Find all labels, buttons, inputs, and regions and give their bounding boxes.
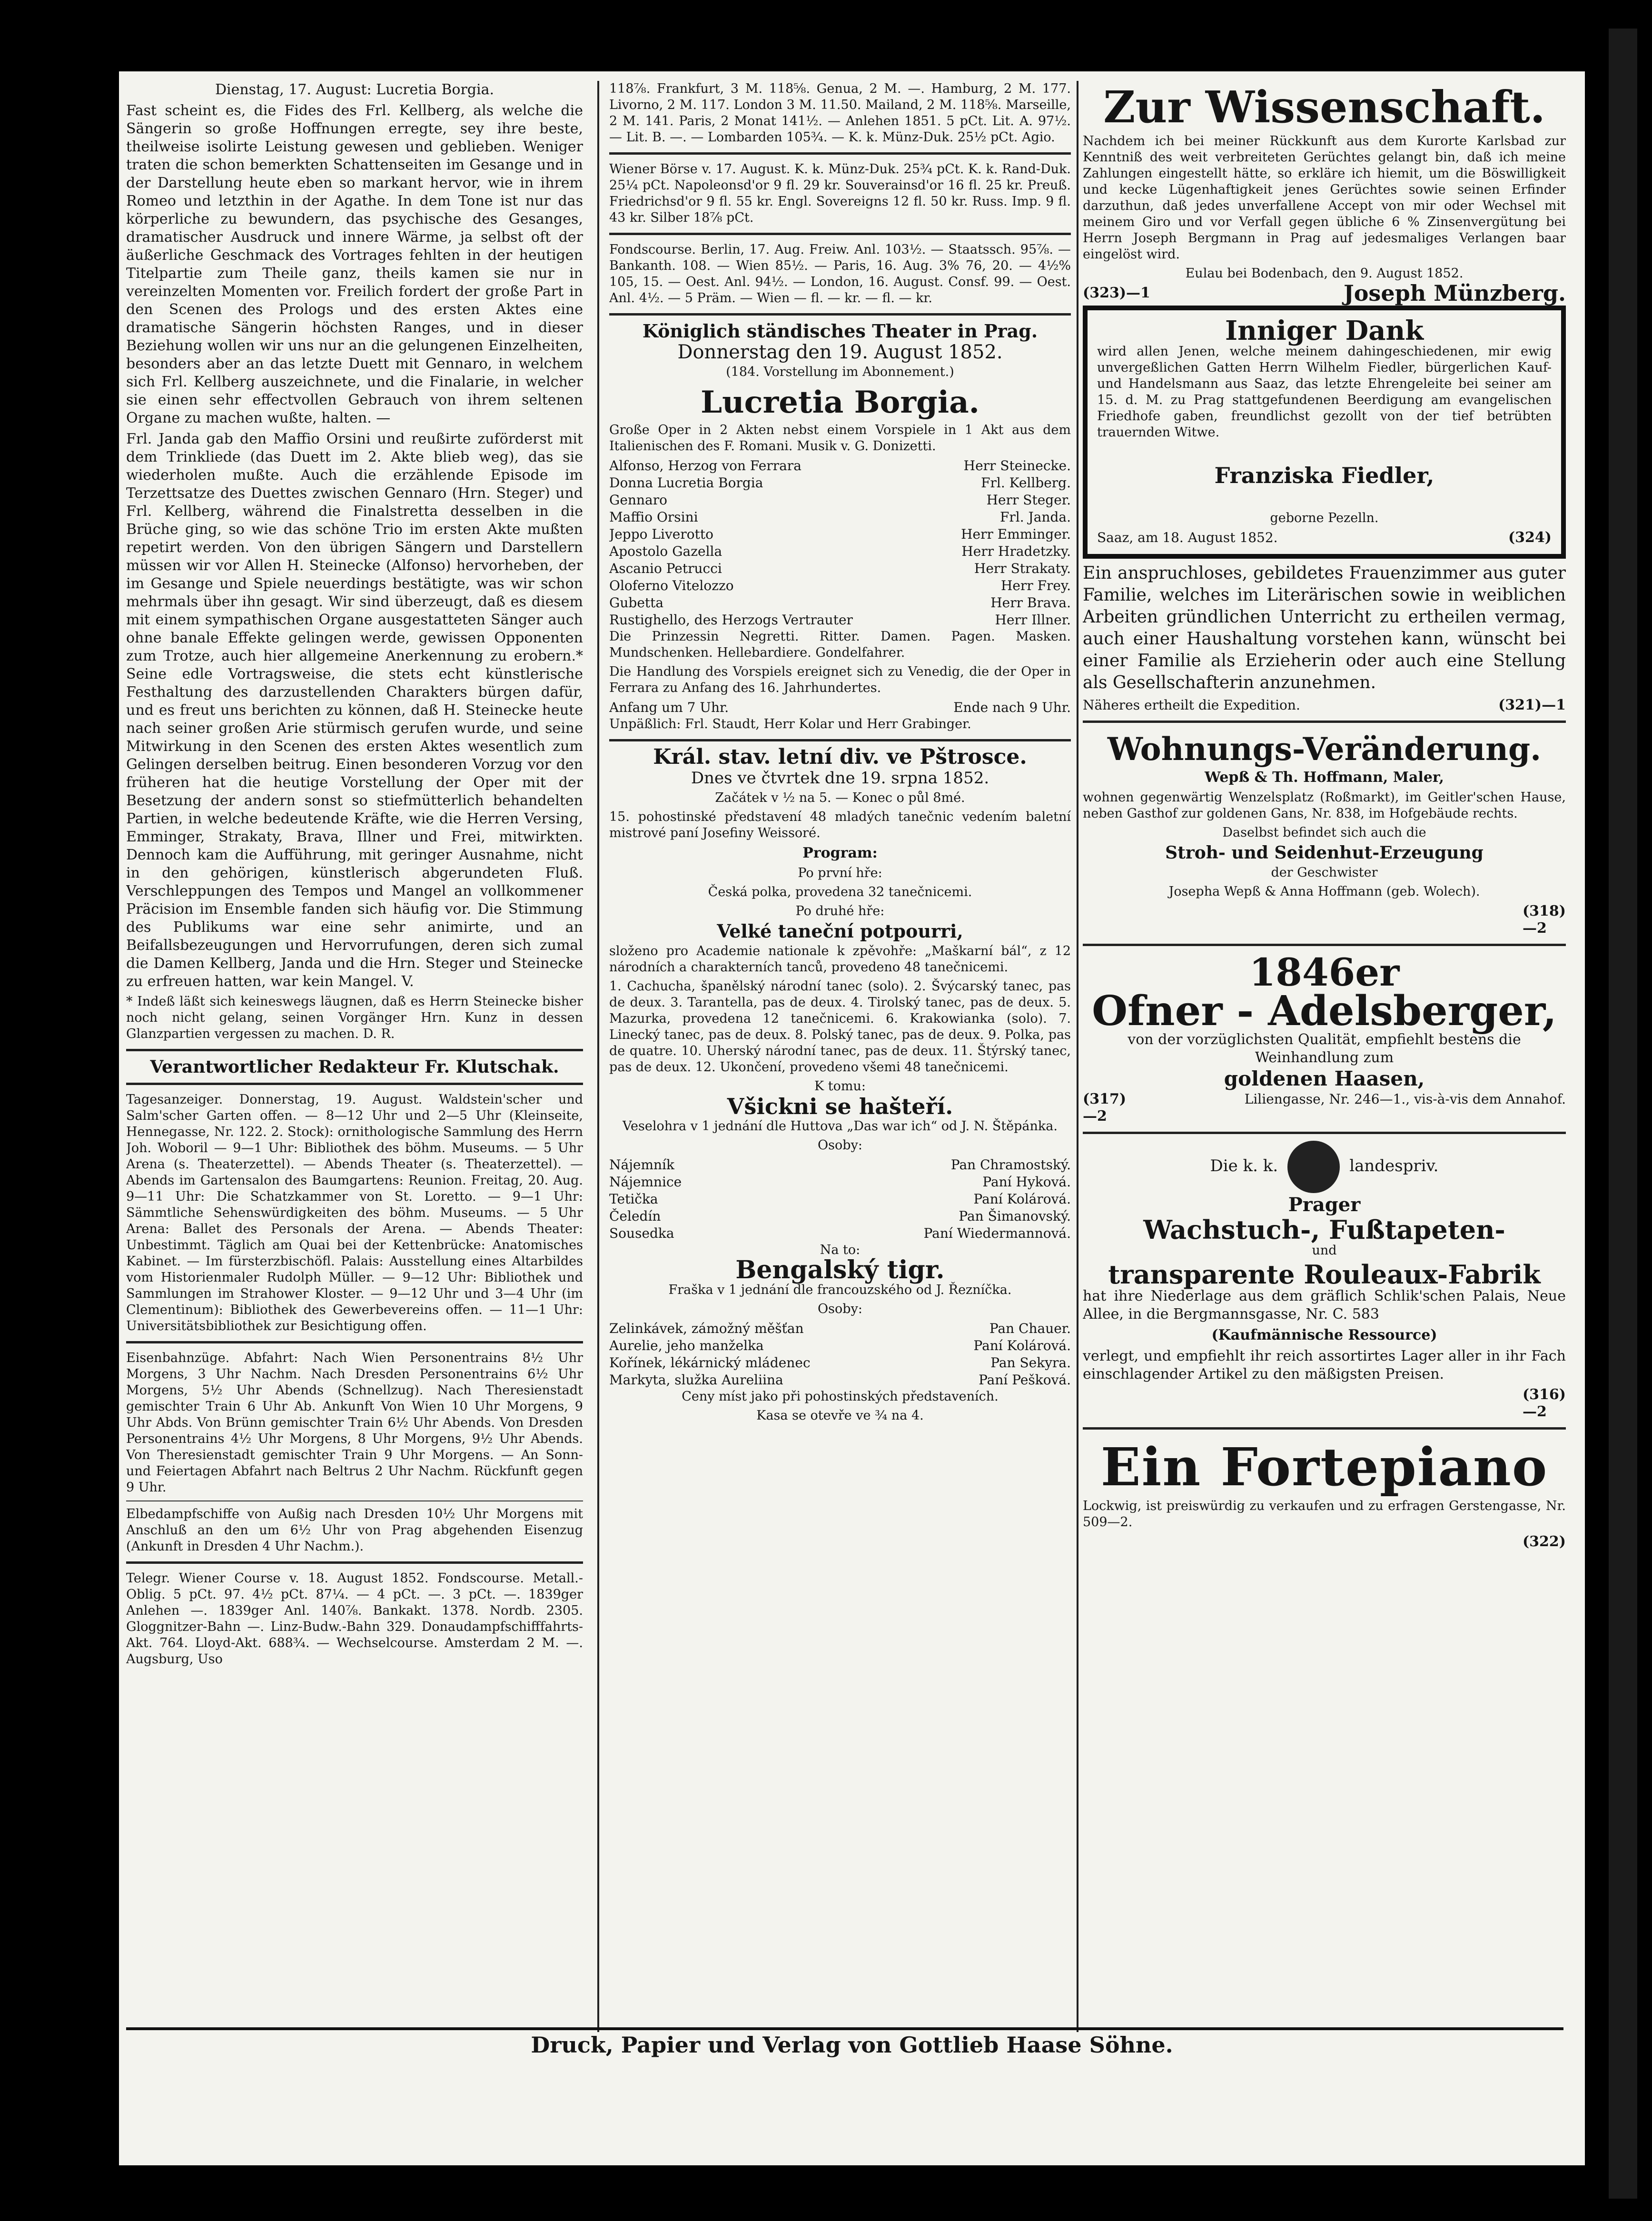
ad-number: (317)—2: [1083, 1091, 1127, 1125]
cast-list: [609, 457, 1071, 629]
ad-dank: [1083, 306, 1566, 559]
ad-place: Eulau bei Bodenbach, den 9. August 1852.: [1185, 266, 1464, 281]
part2-label: Po druhé hře:: [795, 904, 885, 918]
cast-row: Nájemník Pan Chramostský.: [609, 1157, 1071, 1173]
ad-footer: [1083, 1091, 1566, 1125]
ad-title: Ofner - Adelsberger,: [1092, 987, 1557, 1035]
ad-prager: Prager: [1288, 1194, 1361, 1216]
cast-row: Kořínek, lékárnický mládenec Pan Sekyra.: [609, 1355, 1071, 1371]
cast-row: Apostolo Gazella Herr Hradetzky.: [609, 543, 1071, 559]
czech-heading: Král. stav. letní div. ve Pštrosce.: [653, 745, 1027, 769]
ad-ofner: [1083, 950, 1566, 1125]
prices-note: Ceny míst jako při pohostinských představeních.: [682, 1389, 999, 1404]
ad-wohnung: [1083, 730, 1566, 937]
ad-text: verlegt, und empfiehlt ihr reich assortirtes Lager aller in ihr Fach einschlagender Artikel zu den mäßigsten Preisen.: [1083, 1348, 1566, 1382]
divider: [126, 1341, 583, 1343]
part1-label: Po první hře:: [798, 866, 882, 880]
divider: [126, 1049, 583, 1051]
ad-footer: [1083, 903, 1566, 937]
divider: [1083, 944, 1566, 946]
column-middle: [609, 81, 1071, 1427]
ktomu-label: K tomu:: [814, 1079, 866, 1094]
osoby-label: Osoby:: [818, 1302, 862, 1316]
theater-heading: Königlich ständisches Theater in Prag.: [642, 320, 1038, 342]
ad-footer: [1097, 529, 1552, 546]
page-edge-shadow: [1609, 29, 1637, 2199]
ad-title: Ein Fortepiano: [1100, 1436, 1548, 1498]
ad-number: (324): [1508, 529, 1552, 546]
divider: [609, 739, 1071, 741]
cast-row: Čeledín Pan Šimanovský.: [609, 1208, 1071, 1224]
ad-text: von der vorzüglichsten Qualität, empfiehlt bestens die Weinhandlung zum: [1128, 1031, 1521, 1066]
ad-signature: Franziska Fiedler,: [1214, 463, 1434, 488]
cast-row: Donna Lucretia Borgia Frl. Kellberg.: [609, 475, 1071, 491]
ad-text: wohnen gegenwärtig Wenzelsplatz (Roßmarkt), im Geitler'schen Hause, neben Gasthof zur goldenen Gans, Nr. 838, im Hofgebäude rechts.: [1083, 790, 1566, 821]
divider: [126, 1561, 583, 1564]
potpourri-desc: složeno pro Academie nationale k zpěvohře: „Maškarní bál“, z 12 národních a charakterních tanců, provedeno 48 tanečnicemi.: [609, 944, 1071, 975]
imperial-eagle-icon: [1287, 1141, 1340, 1193]
ad-title: transparente Rouleaux-Fabrik: [1108, 1259, 1541, 1290]
review-heading: Dienstag, 17. August: Lucretia Borgia.: [215, 81, 495, 98]
ad-title: Wachstuch-, Fußtapeten-: [1143, 1214, 1505, 1245]
divider: [609, 152, 1071, 155]
cast-row: Gennaro Herr Steger.: [609, 492, 1071, 508]
absent-note: Unpäßlich: Frl. Staudt, Herr Kolar und Herr Grabinger.: [609, 717, 971, 731]
ad-wachstuch: [1083, 1141, 1566, 1421]
ad-names: Wepß & Th. Hoffmann, Maler,: [1205, 769, 1444, 786]
play2-desc: Fraška v 1 jednání dle francouzského od J. Řezníčka.: [668, 1283, 1012, 1297]
ad-der: der Geschwister: [1271, 865, 1378, 880]
editor-line: Verantwortlicher Redakteur Fr. Klutschak.: [150, 1057, 559, 1077]
ad-text: Ein anspruchloses, gebildetes Frauenzimmer aus guter Familie, welches im Literärischen sowie in weiblichen Arbeiten gründlichen Unterricht zu ertheilen vermag, auch einer Haushaltung vorstehen kann, wünscht bei einer Familie als Erzieherin oder auch eine Stellung als Gesellschafterin anzunehmen.: [1083, 563, 1566, 692]
cast-row: Tetička Paní Kolárová.: [609, 1191, 1071, 1207]
bottom-rule: [126, 2027, 1563, 2030]
czech-date: Dnes ve čtvrtek dne 19. srpna 1852.: [691, 769, 989, 788]
czech-time: Začátek v ½ na 5. — Konec o půl 8mé.: [715, 790, 965, 805]
ad-number: (318)—2: [1522, 903, 1566, 937]
czech-theater: [609, 745, 1071, 1424]
ad-title: Inniger Dank: [1225, 315, 1424, 346]
ad-address: Liliengasse, Nr. 246—1., vis-à-vis dem Annahof.: [1244, 1091, 1566, 1107]
cast-row: Jeppo Liverotto Herr Emminger.: [609, 526, 1071, 542]
play1-title: Všickni se hašteří.: [727, 1094, 953, 1119]
divider: [126, 1500, 583, 1501]
cast-row: Rustighello, des Herzogs Vertrauter Herr Illner.: [609, 612, 1071, 628]
ad-text: Lockwig, ist preiswürdig zu verkaufen und zu erfragen Gerstengasse, Nr. 509—2.: [1083, 1499, 1566, 1530]
play1-desc: Veselohra v 1 jednání dle Huttova „Das war ich“ od J. N. Štěpánka.: [623, 1119, 1058, 1134]
ad-footer: [1083, 1533, 1566, 1550]
ad-text: hat ihre Niederlage aus dem gräflich Schlik'schen Palais, Neue Allee, in die Bergmannsgasse, Nr. C. 583: [1083, 1288, 1566, 1323]
review-paragraph: Fast scheint es, die Fides des Frl. Kellberg, als welche die Sängerin so große Hoffnungen erregte, sey ihre beste, theilweise isolirte Leistung gewesen und geblieben. Weniger traten die schon bemerkten Schattenseiten im Gesange und in der Darstellung heute eben so markant hervor, wie in ihrem Romeo und letzthin in der Agathe. In dem Tone ist nur das körperliche zu bewundern, das psychische des Gesanges, dramatischer Ausdruck und innere Wärme, ja selbst oft der äußerliche Geschmack des Vortrages fehlten in der heutigen Titelpartie zum Theile ganz, theils kamen sie nur in vereinzelten Momenten vor. Freilich fordert der große Part in den Scenen des Prologs und des ersten Aktes eine dramatische Sängerin höchsten Ranges, und in dieser Beziehung wollen wir uns nur an die gelungenen Einzelheiten, besonders aber an das letzte Duett mit Gennaro, in welchem sich Frl. Kellberg auszeichnete, und die Finalarie, in welcher sie einen sehr effectvollen Gebrauch von ihrem seltenen Organe zu machen wußte, halten. —: [126, 102, 583, 426]
ad-signature: Joseph Münzberg.: [1343, 280, 1566, 306]
cast-extras: Die Prinzessin Negretti. Ritter. Damen. Pagen. Masken. Mundschenken. Hellebardiere. Gondelfahrer.: [609, 629, 1071, 660]
exchange-rates: 118⅞. Frankfurt, 3 M. 118⅝. Genua, 2 M. —. Hamburg, 2 M. 177. Livorno, 2 M. 117. London 3 M. 11.50. Mailand, 2 M. 118⅝. Marseille, 2 M. 141. Paris, 2 Monat 141½. — Anlehen 1851. 5 pCt. Lit. A. 97½. — Lit. B. —. — Lombarden 105¾. — K. k. Münz-Duk. 25½ pCt. Agio.: [609, 81, 1071, 145]
ad-born: geborne Pezelln.: [1270, 511, 1379, 525]
ad-ressource: (Kaufmännische Ressource): [1211, 1327, 1437, 1343]
dance-list: 1. Cachucha, španělský národní tanec (solo). 2. Švýcarský tanec, pas de deux. 3. Tarantella, pas de deux. 4. Tirolský tanec, pas de deux. 5. Mazurka, provedena 12 tanečnicemi. 6. Krakowianka (solo). 7. Linecký tanec, pas de deux. 8. Polský tanec, pas de deux. 9. Polka, pas de quatre. 10. Uherský národní tanec, pas de deux. 11. Štýrský tanec, pas de deux. 12. Ukončení, provedeno všemi 48 tanečnicemi.: [609, 979, 1071, 1075]
osoby-label: Osoby:: [818, 1138, 862, 1153]
czech-intro: 15. pohostinské představení 48 mladých tanečnic vedením baletní mistrové paní Josefiny Weissoré.: [609, 809, 1071, 840]
cast-row: Markyta, služka Aureliina Paní Pešková.: [609, 1372, 1071, 1388]
setting-note: Die Handlung des Vorspiels ereignet sich zu Venedig, die der Oper in Ferrara zu Anfang des 16. Jahrhundertes.: [609, 664, 1071, 695]
column-rule: [1077, 81, 1078, 2032]
cast-row: Zelinkávek, zámožný měšťan Pan Chauer.: [609, 1321, 1071, 1336]
ad-more: Näheres ertheilt die Expedition.: [1083, 697, 1300, 713]
opera-title: Lucretia Borgia.: [701, 385, 979, 420]
ad-number: (321)—1: [1498, 697, 1566, 713]
column-rule: [597, 81, 599, 2032]
program-label: Program:: [802, 845, 878, 861]
ad-title: Zur Wissenschaft.: [1103, 81, 1545, 133]
vienna-exchange: Wiener Börse v. 17. August. K. k. Münz-Duk. 25¾ pCt. K. k. Rand-Duk. 25¼ pCt. Napoleonsd'or 9 fl. 29 kr. Souverainsd'or 16 fl. 25 kr. Preuß. Friedrichsd'or 9 fl. 55 kr. Engl. Sovereigns 12 fl. 50 kr. Russ. Imp. 9 fl. 43 kr. Silber 18⅞ pCt.: [609, 162, 1071, 225]
ad-place: Saaz, am 18. August 1852.: [1097, 530, 1278, 545]
divider: [126, 1083, 583, 1085]
column-right: [1083, 81, 1566, 1550]
cast-row: Sousedka Paní Wiedermannová.: [609, 1225, 1071, 1241]
end-time: Ende nach 9 Uhr.: [953, 700, 1071, 715]
elbe-steamships: Elbedampfschiffe von Außig nach Dresden 10½ Uhr Morgens mit Anschluß an den um 6½ Uhr von Prag abgehenden Eisenzug (Ankunft in Dresden 4 Uhr Nachm.).: [126, 1507, 583, 1554]
telegraph-courses: Telegr. Wiener Course v. 18. August 1852. Fondscourse. Metall.-Oblig. 5 pCt. 97. 4½ pCt. 87¼. — 4 pCt. —. 3 pCt. —. 1839ger Anlehen —. 1839ger Anl. 140⅞. Bankakt. 1378. Nordb. 2305. Gloggnitzer-Bahn —. Linz-Budw.-Bahn 329. Donaudampfschifffahrts-Akt. 764. Lloyd-Akt. 688¾. — Wechselcourse. Amsterdam 2 M. —. Augsburg, Uso: [126, 1571, 583, 1667]
potpourri-title: Velké taneční potpourri,: [717, 920, 963, 942]
ad-year: 1846er: [1249, 950, 1400, 995]
column-left: [126, 81, 583, 1670]
tagesanzeiger: Tagesanzeiger. Donnerstag, 19. August. Waldstein'scher und Salm'scher Garten offen. — 8—12 Uhr und 2—5 Uhr (Kleinseite, Hennegasse, Nr. 122. 2. Stock): ornithologische Sammlung des Herrn Joh. Woboril — 9—1 Uhr: Bibliothek des böhm. Museums. — 5 Uhr Arena (s. Theaterzettel). — Abends Theater (s. Theaterzettel). — Abends im Gartensalon des Baumgartens: Reunion. Freitag, 20. Aug. 9—11 Uhr: Die Schatzkammer von St. Loretto. — 9—1 Uhr: Sämmtliche Sehenswürdigkeiten des böhm. Museums. — 5 Uhr Arena: Ballet des Personals der Arena. — Abends Theater: Unbestimmt. Täglich am Quai bei der Kettenbrücke: Anatomisches Kabinet. — Im fürsterzbischöfl. Palais: Ausstellung eines Altarbildes vom Historienmaler Rudolph Müller. — 9—12 Uhr: Bibliothek und Sammlungen im Strahower Kloster. — 9—12 Uhr und 3—4 Uhr (im Clementinum): Bibliothek des Gewerbevereins offen. — 11—1 Uhr: Universitätsbibliothek zur Besichtigung offen.: [126, 1092, 583, 1333]
box-office-note: Kasa se otevře ve ¾ na 4.: [756, 1408, 924, 1423]
railway-schedule: Eisenbahnzüge. Abfahrt: Nach Wien Personentrains 8½ Uhr Morgens, 3 Uhr Nachm. Nach Dresden Personentrains 6½ Uhr Morgens, 5½ Uhr Abends (Schnellzug). Nach Theresienstadt gemischter Train 6 Uhr Ab. Ankunft Von Wien 10 Uhr Morgens, 9 Uhr Abds. Von Brünn gemischter Train 6½ Uhr Abends. Von Dresden Personentrains 4½ Uhr Morgens, 8 Uhr Morgens, 9½ Uhr Abends. Von Theresienstadt gemischter Train 9 Uhr Morgens. — An Sonn- und Feiertagen Abfahrt nach Beltrus 2 Uhr Nachm. Rückfunft gegen 9 Uhr.: [126, 1351, 583, 1495]
ad-fortepiano: [1083, 1436, 1566, 1550]
ad-und: und: [1312, 1243, 1337, 1258]
divider: [1083, 1132, 1566, 1134]
cast-row: Nájemnice Paní Hyková.: [609, 1174, 1071, 1190]
ad-pre-line: Die k. k. landespriv.: [1083, 1141, 1566, 1193]
theater-announcement: [609, 322, 1071, 732]
cast-row: Ascanio Petrucci Herr Strakaty.: [609, 561, 1071, 576]
divider: [609, 313, 1071, 316]
nato-label: Na to:: [820, 1243, 861, 1257]
editor-footnote: * Indeß läßt sich keineswegs läugnen, daß es Herrn Steinecke bisher noch nicht gelang, seinen Vorgänger Hrn. Kunz in dessen Glanzpartien vergessen zu machen. D. R.: [126, 994, 583, 1041]
ad-text: Nachdem ich bei meiner Rückkunft aus dem Kurorte Karlsbad zur Kenntniß des weit verbreiteten Gerüchtes gelangt bin, daß ich meine Zahlungen eingestellt hätte, so erkläre ich hiemit, um die Böswilligkeit und kecke Lügenhaftigkeit jenes Gerüchtes sowie seinen Erfinder darzuthun, daß jedes unverfallene Accept von mir oder Wechsel mit meinem Giro und vor Verfall gegen übliche 6 % Zinsenvergütung bei Herrn Joseph Bergmann in Prag auf jedesmaliges Verlangen baar eingelöst wird.: [1083, 134, 1566, 262]
ad-frauenzimmer: [1083, 563, 1566, 714]
ad-footer: [1083, 1386, 1566, 1421]
start-time: Anfang um 7 Uhr.: [609, 700, 729, 715]
divider: [1083, 721, 1566, 723]
ad-number: (323)—1: [1083, 285, 1150, 301]
cast-row: Aurelie, jeho manželka Paní Kolárová.: [609, 1338, 1071, 1353]
ad-footer: [1083, 280, 1566, 306]
ad-text: wird allen Jenen, welche meinem dahingeschiedenen, mir ewig unvergeßlichen Gatten Herrn Wilhelm Fiedler, bürgerlichen Kauf- und Handelsmann aus Saaz, das letzte Ehrengeleite bei seiner am 15. d. M. zu Prag stattgefundenen Beerdigung am evangelischen Friedhofe gaben, freundlichst gezollt von der tief betrübten trauernden Witwe.: [1097, 344, 1552, 440]
start-end-row: [609, 699, 1071, 716]
ad-title: Wohnungs-Veränderung.: [1107, 730, 1542, 768]
ad-footer: [1083, 697, 1566, 714]
play2-title: Bengalský tigr.: [735, 1255, 945, 1284]
ad-firm: Stroh- und Seidenhut-Erzeugung: [1165, 843, 1484, 863]
theater-date: Donnerstag den 19. August 1852.: [677, 341, 1003, 363]
polka-line: Česká polka, provedena 32 tanečnicemi.: [708, 885, 972, 899]
theater-perf: (184. Vorstellung im Abonnement.): [726, 365, 954, 379]
ad-wissenschaft: [1083, 81, 1566, 306]
imprint-footer: Druck, Papier und Verlag von Gottlieb Haase Söhne.: [531, 2032, 1173, 2058]
ad-sisters: Josepha Wepß & Anna Hoffmann (geb. Wolech).: [1168, 884, 1480, 899]
cast-row: Alfonso, Herzog von Ferrara Herr Steinecke.: [609, 458, 1071, 474]
cast-row: Oloferno Vitelozzo Herr Frey.: [609, 578, 1071, 593]
fund-courses: Fondscourse. Berlin, 17. Aug. Freiw. Anl. 103½. — Staatssch. 95⅞. — Bankanth. 108. — Wien 85½. — Paris, 16. Aug. 3% 76, 20. — 4½% 105, 15. — Oest. Anl. 94½. — London, 16. August. Consf. 99. — Oest. Anl. 4½. — 5 Präm. — Wien — fl. — kr. — fl. — kr.: [609, 242, 1071, 306]
ad-number: (322): [1522, 1533, 1566, 1550]
ad-number: (316)—2: [1522, 1386, 1566, 1420]
divider: [1083, 1427, 1566, 1430]
ad-name: goldenen Haasen,: [1224, 1067, 1425, 1090]
review-paragraph: Frl. Janda gab den Maffio Orsini und reußirte zuförderst mit dem Trinkliede (das Duett im 2. Akte blieb weg), das sie wiederholen mußte. Auch die erzählende Episode im Terzettsatze des Duettes zwischen Gennaro (Hrn. Steger) und Frl. Kellberg, während die Finalstretta desselben in die Brüche ging, so wie das schöne Trio im ersten Akte mußten repetirt werden. Von den übrigen Sängern und Darstellern müssen wir vor Allen H. Steinecke (Alfonso) hervorheben, der im Gesange und Spiele neuerdings bestätigte, was wir schon mehrmals über ihn gesagt. Wir sind überzeugt, daß es diesem mit einem sympathischen Organe ausgestatteten Sänger auch ohne banale Effekte gelingen werde, gewissen Opponenten zum Trotze, auch hier allgemeine Anerkennung zu erobern.* Seine edle Vortragsweise, die stets echt künstlerische Festhaltung des darzustellenden Charakters bürgen dafür, und es freut uns berichten zu können, daß H. Steinecke heute nach seiner großen Arie stürmisch gerufen wurde, und seine Mitwirkung in den Scenen des ersten Aktes wesentlich zum Gelingen derselben beitrug. Einen besonderen Vorzug vor den früheren hat die heutige Vorstellung der Oper mit der Besetzung der andern sonst so stiefmütterlich behandelten Partien, in welche bedeutende Kräfte, wie die Herren Versing, Emminger, Strakaty, Brava, Illner und Frei, mitwirkten. Dennoch kam die Aufführung, mit geringer Ausnahme, nicht in den gehörigen, künstlerisch abgerundeten Fluß. Verschleppungen des Tempos und Mangel an vollkommener Präcision im Ensemble fanden sich häufig vor. Die Stimmung des Publikums war eine sehr animirte, und an Beifallsbezeugungen und Hervorrufungen, deren sich zumal die Damen Kellberg, Janda und die Hrn. Steger und Steinecke zu erfreuen hatten, war kein Mangel. V.: [126, 431, 583, 990]
opera-description: Große Oper in 2 Akten nebst einem Vorspiele in 1 Akt aus dem Italienischen des F. Romani. Musik v. G. Donizetti.: [609, 423, 1071, 454]
divider: [609, 233, 1071, 235]
cast-row: Gubetta Herr Brava.: [609, 595, 1071, 611]
cast-row: Maffio Orsini Frl. Janda.: [609, 509, 1071, 525]
ad-also: Daselbst befindet sich auch die: [1222, 825, 1426, 840]
